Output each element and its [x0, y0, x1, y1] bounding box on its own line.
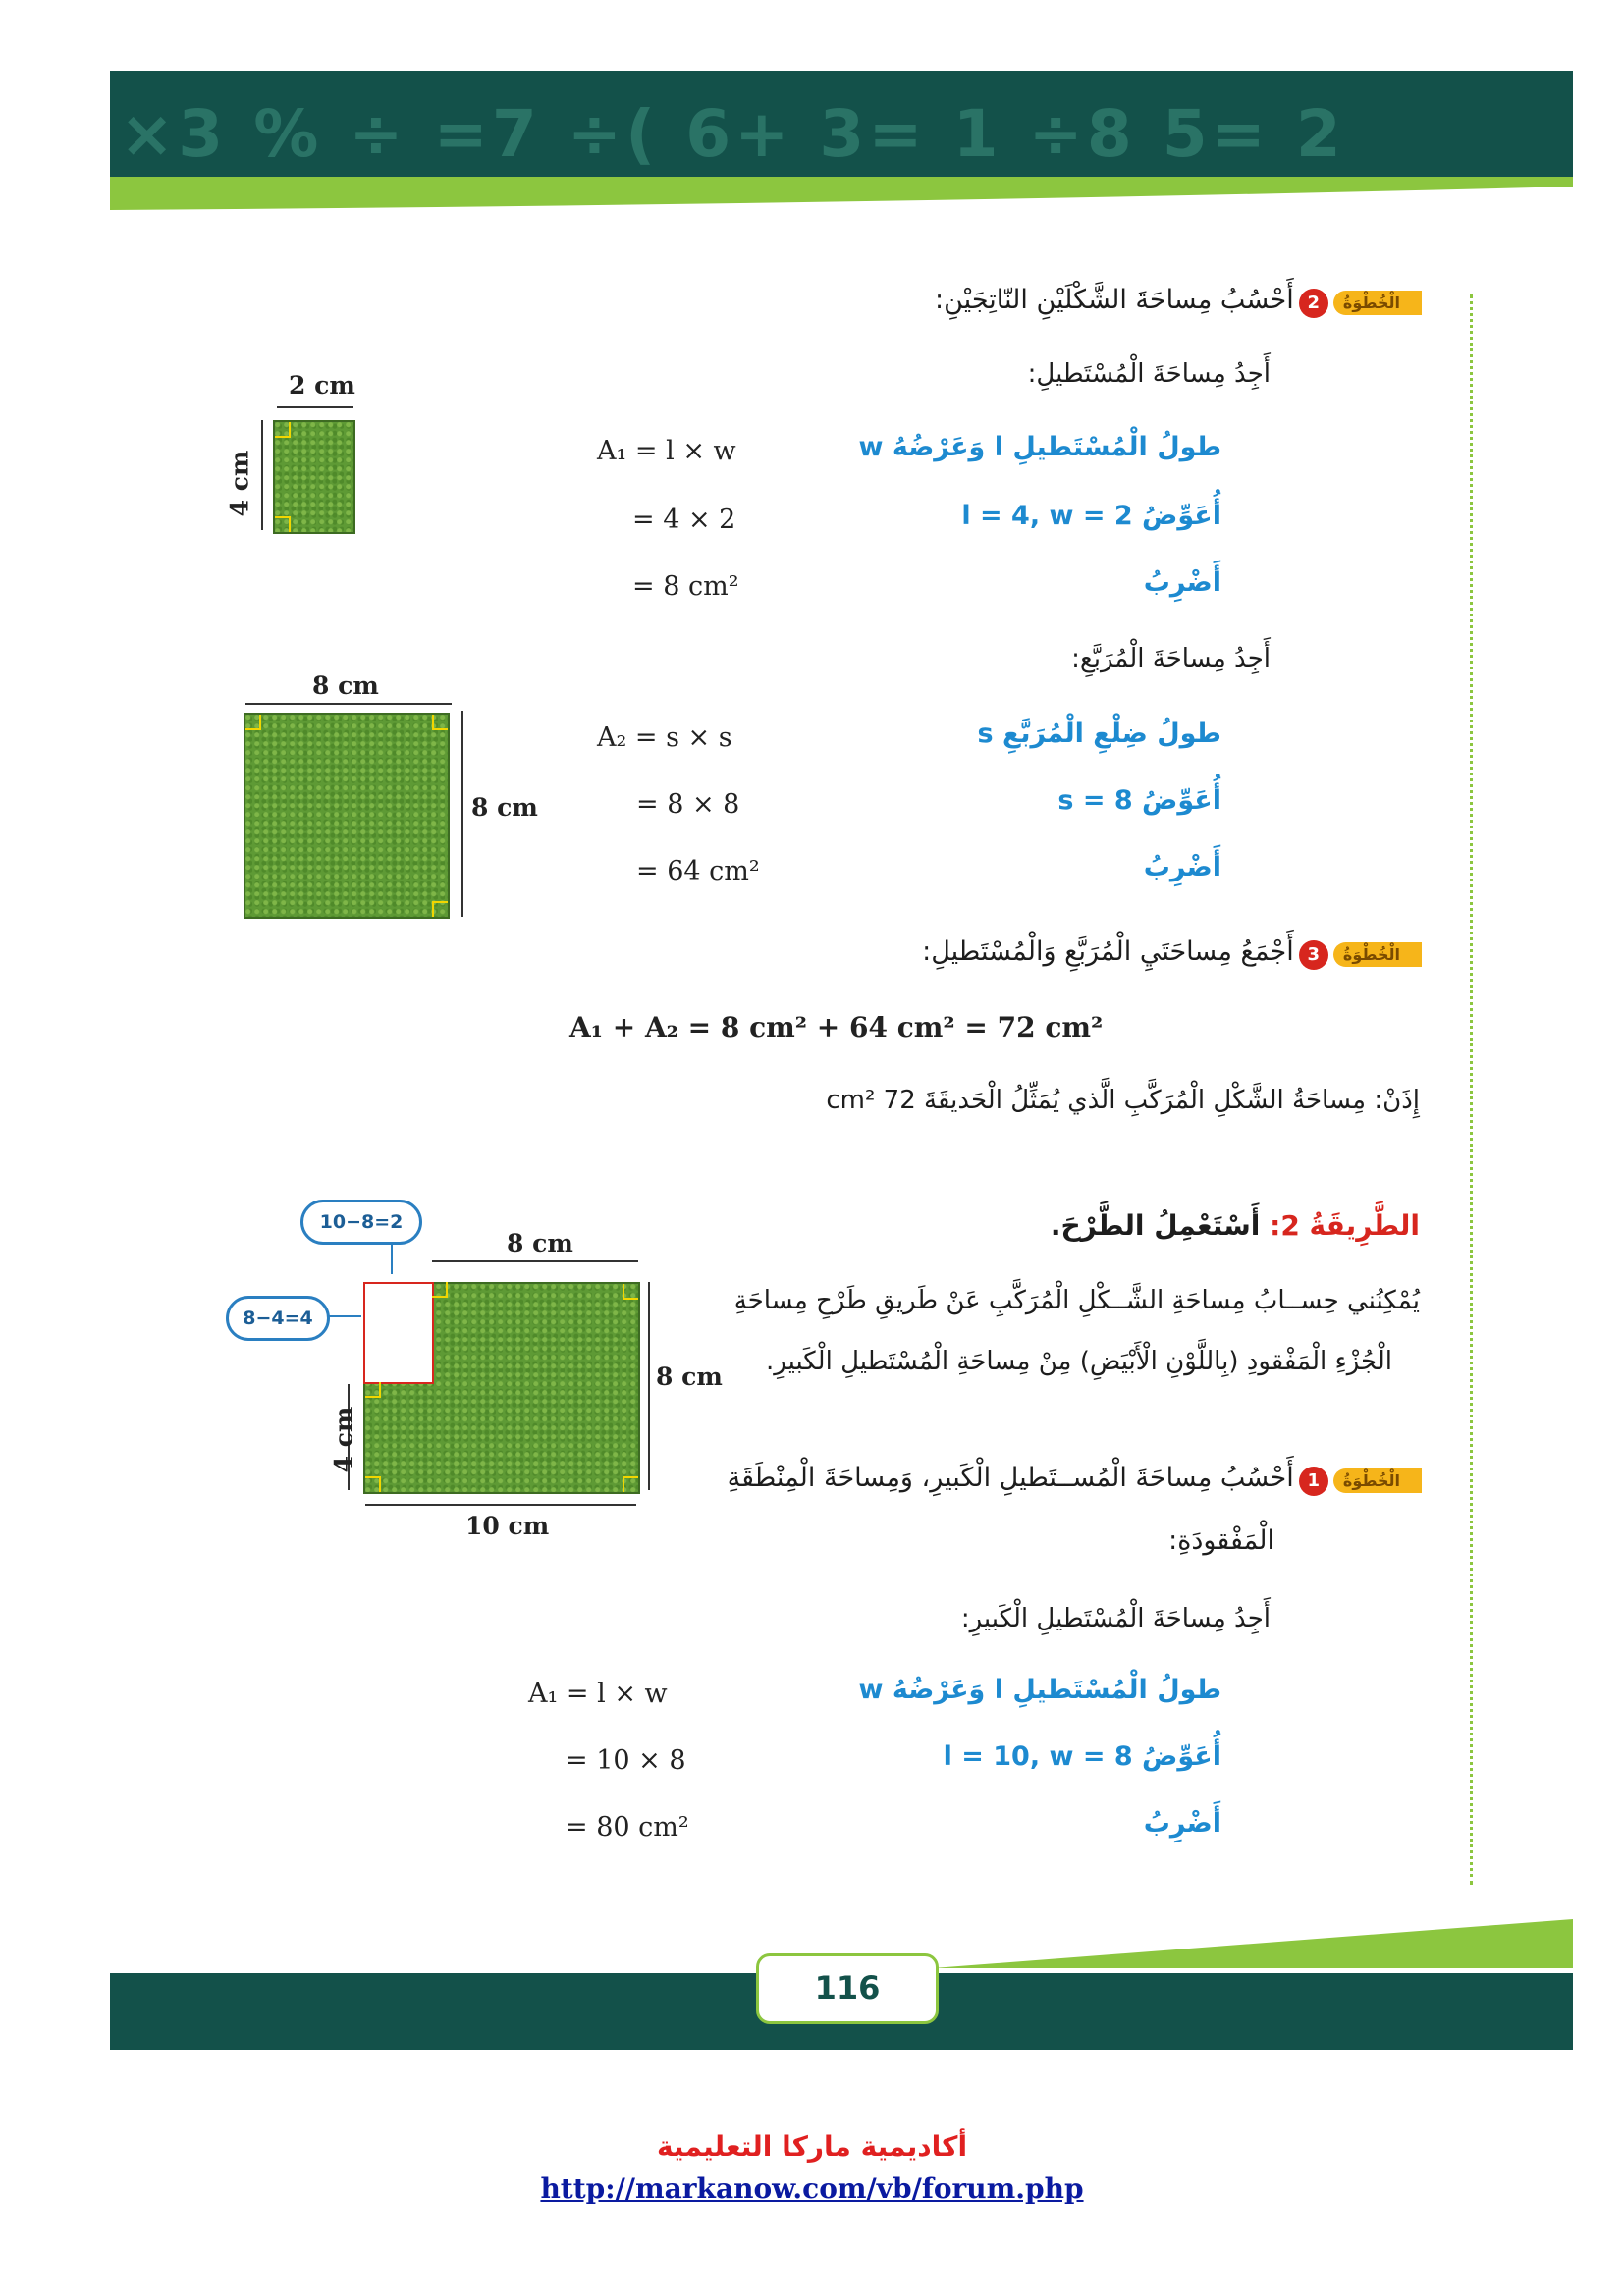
right-angle-mark: [432, 715, 448, 730]
composite-top-width-label: 8 cm: [507, 1229, 573, 1257]
academy-link-container: [0, 2172, 1624, 2205]
square-figure: [244, 713, 450, 919]
rect-width-arrow: [277, 406, 353, 408]
method2-name: أَسْتَعْمِلُ الطَّرْحَ.: [1050, 1209, 1261, 1242]
step2-title: أَحْسُبُ مِساحَةَ الشَّكْلَيْنِ النّاتِجَيْنِ:: [935, 285, 1294, 315]
area-sum-equation: A₁ + A₂ = 8 cm² + 64 cm² = 72 cm²: [569, 1011, 1104, 1043]
rect-row3-math: = 8 cm²: [632, 571, 739, 602]
square-row2-label: أُعَوِّضُ s = 8: [1057, 785, 1221, 816]
academy-name: أكاديمية ماركا التعليمية: [656, 2130, 968, 2163]
rect-intro: أَجِدُ مِساحَةَ الْمُسْتَطيلِ:: [1027, 359, 1271, 389]
header-math-decoration: ×3 % ÷ =7 ÷( 6+ 3= 1 ÷8 5= 2: [120, 96, 1345, 172]
right-angle-mark: [275, 516, 291, 532]
page-number: 116: [756, 1953, 939, 2024]
rect-row1-label: طولُ الْمُسْتَطيلِ l وَعَرْضُهُ w: [858, 432, 1221, 462]
big-rect-row3-label: أَضْرِبُ: [1143, 1808, 1221, 1839]
area-conclusion: إِذَنْ: مِساحَةُ الشَّكْلِ الْمُرَكَّبِ الَّذي يُمَثِّلُ الْحَديقَةَ 72 cm²: [826, 1086, 1420, 1115]
big-rect-row1-math: A₁ = l × w: [528, 1679, 668, 1709]
square-row3-math: = 64 cm²: [636, 856, 760, 886]
header-green-swoosh: [110, 177, 1573, 216]
big-rect-row3-math: = 80 cm²: [566, 1812, 689, 1842]
square-width-label: 8 cm: [312, 671, 379, 700]
square-width-arrow: [245, 703, 452, 705]
step-number-badge: 3: [1299, 940, 1328, 970]
method2-label: الطَّرِيقَةُ 2:: [1270, 1209, 1420, 1242]
square-row1-label: طولُ ضِلْعِ الْمُرَبَّعِ s: [977, 719, 1221, 749]
big-rect-row2-label: أُعَوِّضُ l = 10, w = 8: [943, 1741, 1221, 1772]
top-subtraction-bubble: 10−8=2: [300, 1200, 422, 1245]
small-rectangle: [273, 420, 355, 534]
square-row2-math: = 8 × 8: [636, 789, 740, 820]
margin-dotted-line: [1470, 294, 1473, 1885]
square-row1-math: A₂ = s × s: [597, 722, 732, 753]
step-number-badge: 1: [1299, 1467, 1328, 1496]
right-angle-mark: [275, 422, 291, 438]
method2-title: [1051, 1209, 1420, 1242]
big-rect-row2-math: = 10 × 8: [566, 1745, 686, 1776]
step1-heading: [728, 1463, 1422, 1496]
step-tag: الْخُطْوَةُ: [1333, 942, 1422, 967]
composite-bottom-width-label: 10 cm: [465, 1512, 550, 1540]
step1-title-line2: الْمَفْقودَةِ:: [1168, 1525, 1274, 1556]
missing-white-region: [363, 1282, 434, 1384]
composite-left-height-label: 4 cm: [329, 1406, 358, 1473]
left-bubble-pointer: [328, 1315, 361, 1317]
right-angle-mark: [623, 1476, 638, 1492]
square-intro: أَجِدُ مِساحَةَ الْمُرَبَّعِ:: [1071, 644, 1271, 673]
right-angle-mark: [245, 715, 261, 730]
method2-paragraph-line2: الْجُزْءِ الْمَفْقودِ (بِاللَّوْنِ الْأَبْيَضِ) مِنْ مِساحَةِ الْمُسْتَطيلِ الْكَبيرِ.: [766, 1347, 1392, 1376]
academy-forum-link[interactable]: http://markanow.com/vb/forum.php: [540, 2172, 1084, 2205]
right-angle-mark: [623, 1284, 638, 1300]
step-tag: الْخُطْوَةُ: [1333, 1468, 1422, 1493]
step3-heading: [922, 936, 1422, 970]
step-tag: الْخُطْوَةُ: [1333, 291, 1422, 315]
step1-title-line1: أَحْسُبُ مِساحَةَ الْمُســتَطيلِ الْكَبيرِ، وَمِساحَةَ الْمِنْطَقَةِ: [727, 1463, 1294, 1493]
composite-right-arrow: [648, 1282, 650, 1490]
rect-row2-math: = 4 × 2: [632, 505, 736, 535]
square-row3-label: أَضْرِبُ: [1143, 852, 1221, 882]
footer-green-swoosh: [933, 1919, 1573, 1968]
left-subtraction-bubble: 8−4=4: [226, 1296, 330, 1341]
rect-width-label: 2 cm: [289, 371, 355, 400]
composite-top-arrow: [432, 1260, 638, 1262]
step3-title: أَجْمَعُ مِساحَتَيِ الْمُرَبَّعِ وَالْمُسْتَطيلِ:: [922, 936, 1294, 967]
right-angle-mark: [365, 1476, 381, 1492]
composite-bottom-arrow: [365, 1504, 636, 1506]
square-height-label: 8 cm: [471, 793, 538, 822]
rect-row3-label: أَضْرِبُ: [1143, 567, 1221, 598]
right-angle-mark: [432, 901, 448, 917]
rect-height-arrow: [261, 420, 263, 530]
square-height-arrow: [461, 711, 463, 917]
step2-heading: [935, 285, 1422, 318]
step-number-badge: 2: [1299, 289, 1328, 318]
composite-right-height-label: 8 cm: [656, 1362, 723, 1391]
top-bubble-pointer: [391, 1243, 393, 1274]
rect-row2-label: أُعَوِّضُ l = 4, w = 2: [961, 501, 1221, 531]
method2-paragraph-line1: يُمْكِنُني حِســابُ مِساحَةِ الشَّــكْلِ الْمُرَكَّبِ عَنْ طَريقِ طَرْحِ مِساحَةِ: [733, 1286, 1420, 1315]
big-rect-row1-label: طولُ الْمُسْتَطيلِ l وَعَرْضُهُ w: [858, 1675, 1221, 1705]
rect-row1-math: A₁ = l × w: [597, 436, 736, 466]
right-angle-mark: [432, 1282, 448, 1298]
big-rect-intro: أَجِدُ مِساحَةَ الْمُسْتَطيلِ الْكَبيرِ:: [960, 1604, 1271, 1633]
right-angle-mark: [365, 1382, 381, 1398]
rect-height-label: 4 cm: [225, 450, 254, 517]
